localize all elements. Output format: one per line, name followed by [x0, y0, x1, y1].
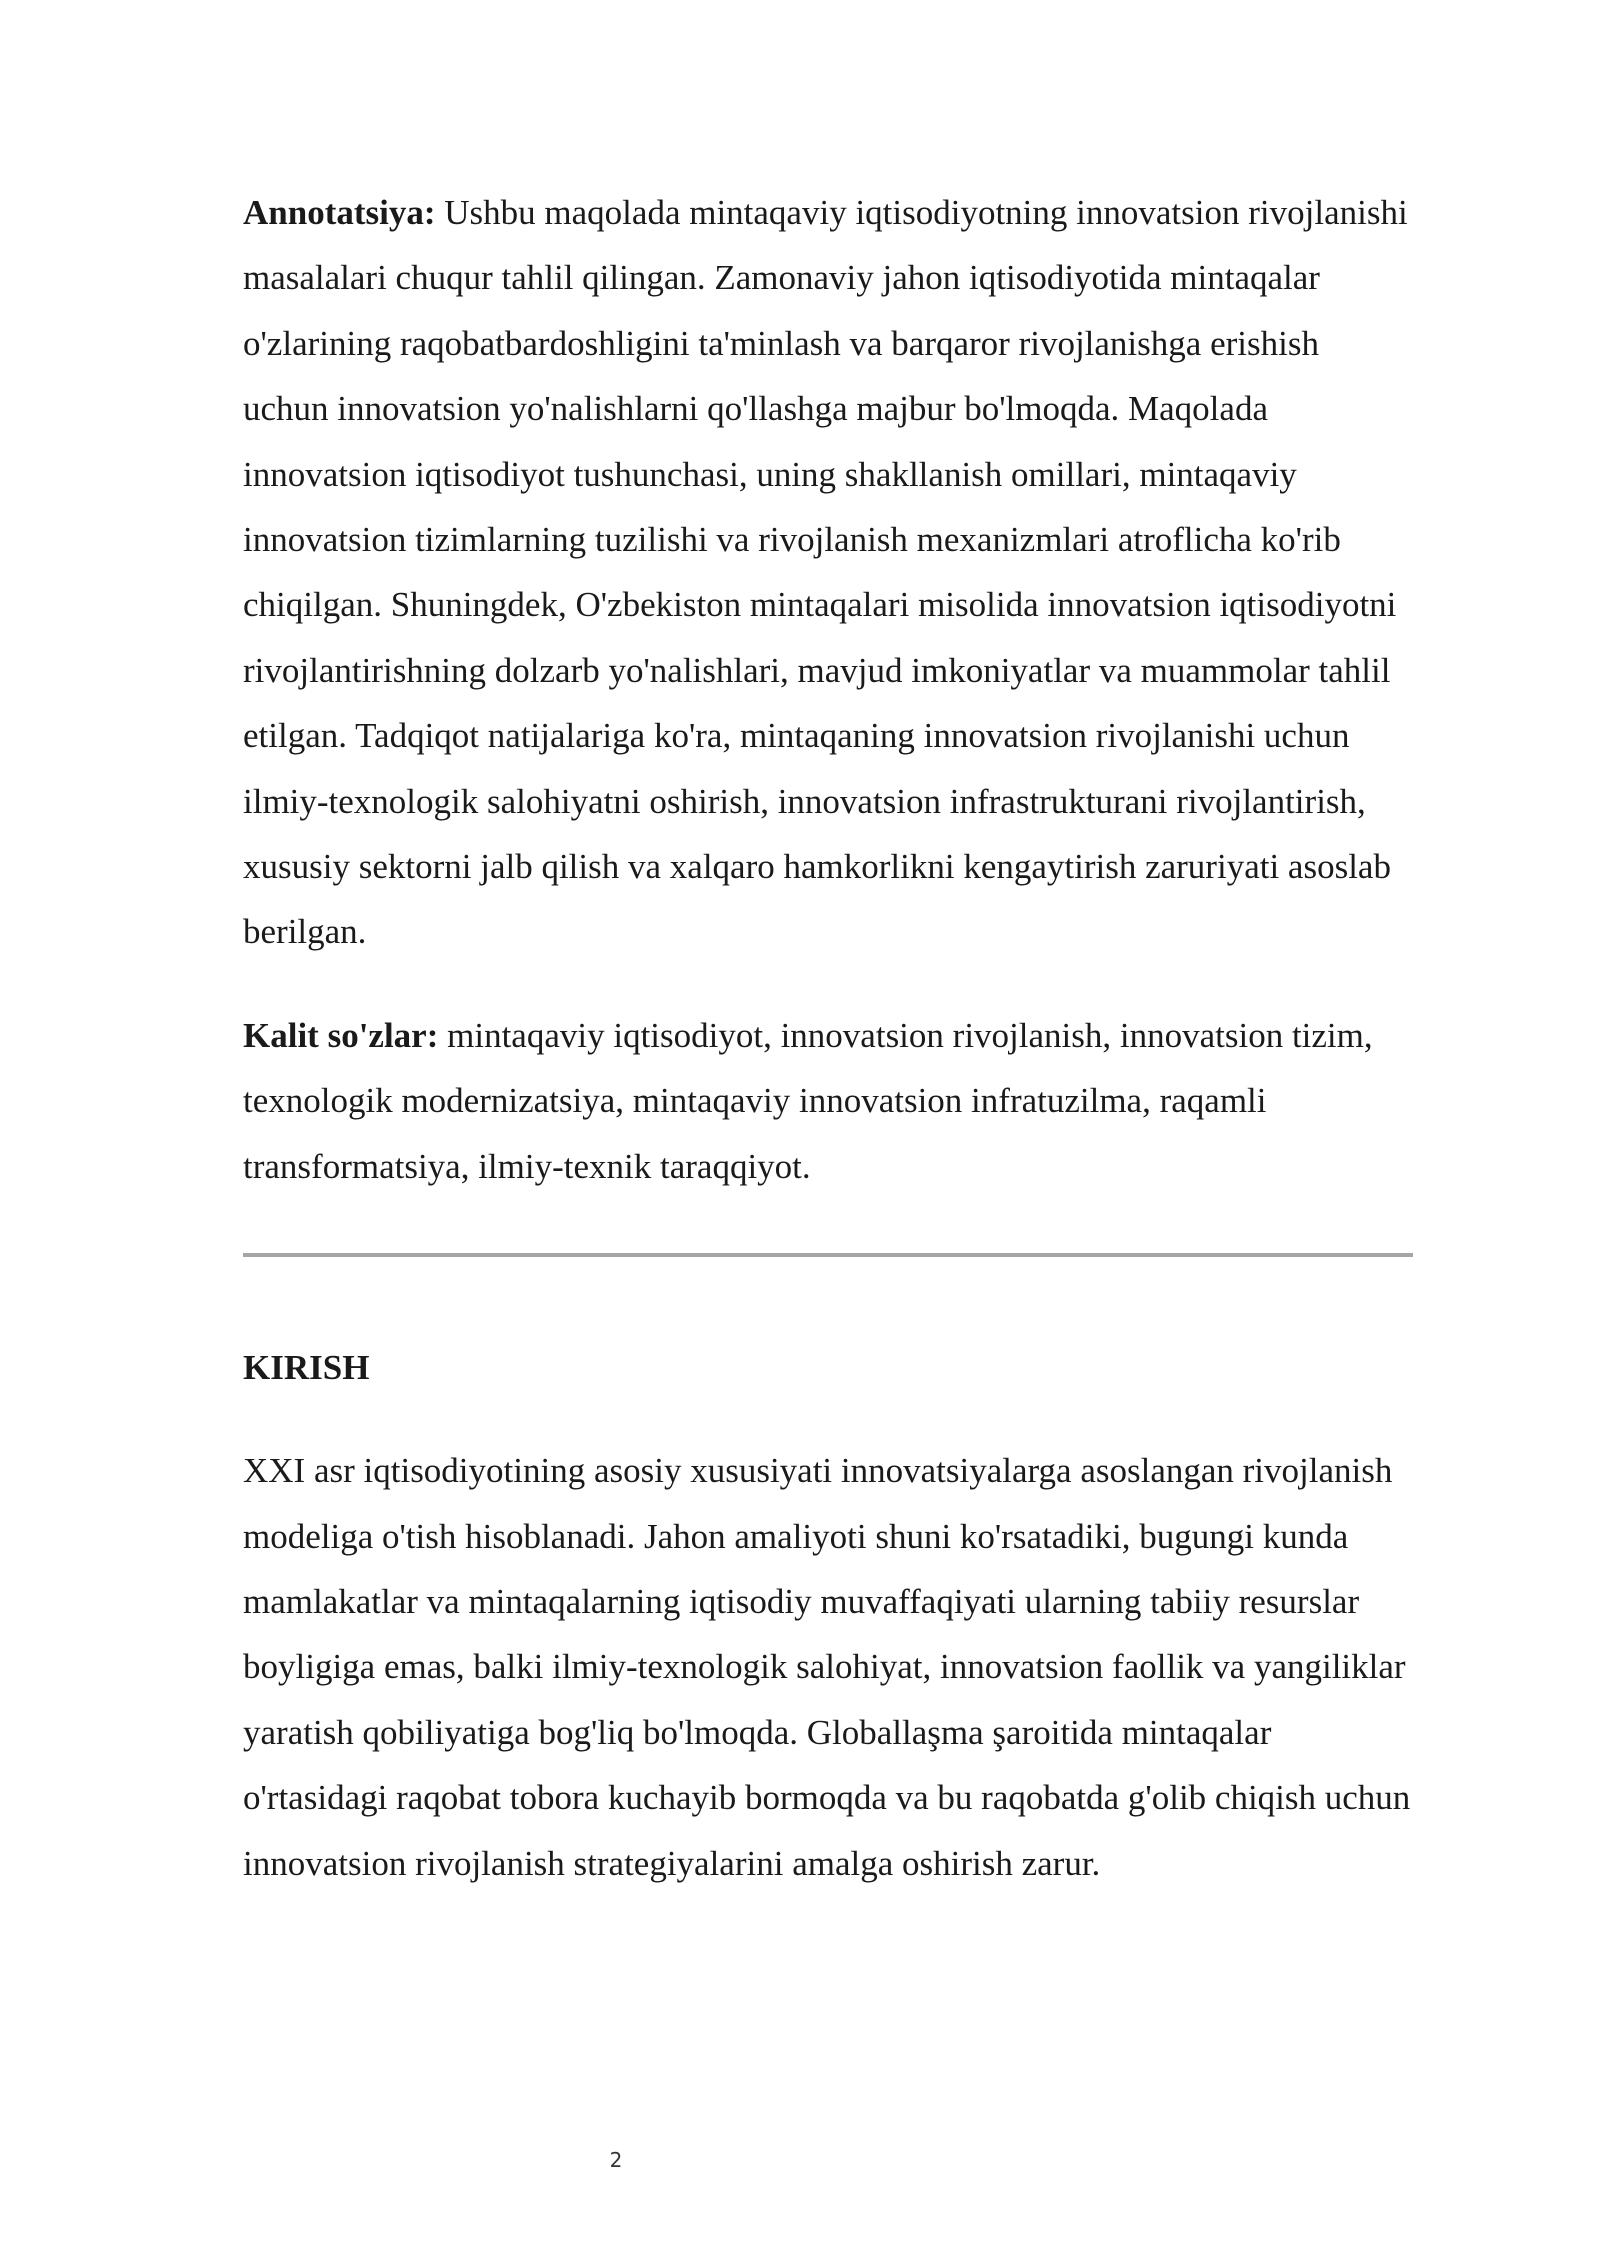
keywords-text: mintaqaviy iqtisodiyot, innovatsion rivojlanish, innovatsion tizim, texnologik modernizatsiya, mintaqaviy innovatsion infratuzilma, raqamli transformatsiya, ilmiy-texnik taraqqiyot. — [243, 1015, 1373, 1186]
keywords-label: Kalit so'zlar: — [243, 1015, 439, 1055]
page-number: 2 — [609, 2148, 623, 2172]
abstract-paragraph — [243, 180, 1413, 965]
abstract-text: Ushbu maqolada mintaqaviy iqtisodiyotning innovatsion rivojlanishi masalalari chuqur tahlil qilingan. Zamonaviy jahon iqtisodiyotida mintaqalar o'zlarining raqobatbardoshligini ta'minlash va barqaror rivojlanishga erishish uchun innovatsion yo'nalishlarni qo'llashga majbur bo'lmoqda. Maqolada innovatsion iqtisodiyot tushunchasi, uning shakllanish omillari, mintaqaviy innovatsion tizimlarning tuzilishi va rivojlanish mexanizmlari atroflicha ko'rib chiqilgan. Shuningdek, O'zbekiston mintaqalari misolida innovatsion iqtisodiyotni rivojlantirishning dolzarb yo'nalishlari, mavjud imkoniyatlar va muammolar tahlil etilgan. Tadqiqot natijalariga ko'ra, mintaqaning innovatsion rivojlanishi uchun ilmiy-texnologik salohiyatni oshirish, innovatsion infrastrukturani rivojlantirish, xususiy sektorni jalb qilish va xalqaro hamkorlikni kengaytirish zaruriyati asoslab berilgan. — [243, 193, 1408, 952]
keywords-paragraph — [243, 1003, 1413, 1199]
intro-paragraph: XXI asr iqtisodiyotining asosiy xususiyati innovatsiyalarga asoslangan rivojlanish modeliga o'tish hisoblanadi. Jahon amaliyoti shuni ko'rsatadiki, bugungi kunda mamlakatlar va mintaqalarning iqtisodiy muvaffaqiyati ularning tabiiy resurslar boyligiga emas, balki ilmiy-texnologik salohiyat, innovatsion faollik va yangiliklar yaratish qobiliyatiga bog'liq bo'lmoqda. Globallaşma şaroitida mintaqalar o'rtasidagi raqobat tobora kuchayib bormoqda va bu raqobatda g'olib chiqish uchun innovatsion rivojlanish strategiyalarini amalga oshirish zarur. — [243, 1451, 1411, 1883]
page-content — [243, 180, 1413, 1896]
section-heading: KIRISH — [243, 1348, 370, 1388]
section-divider — [243, 1253, 1413, 1257]
abstract-label: Annotatsiya: — [243, 193, 436, 232]
